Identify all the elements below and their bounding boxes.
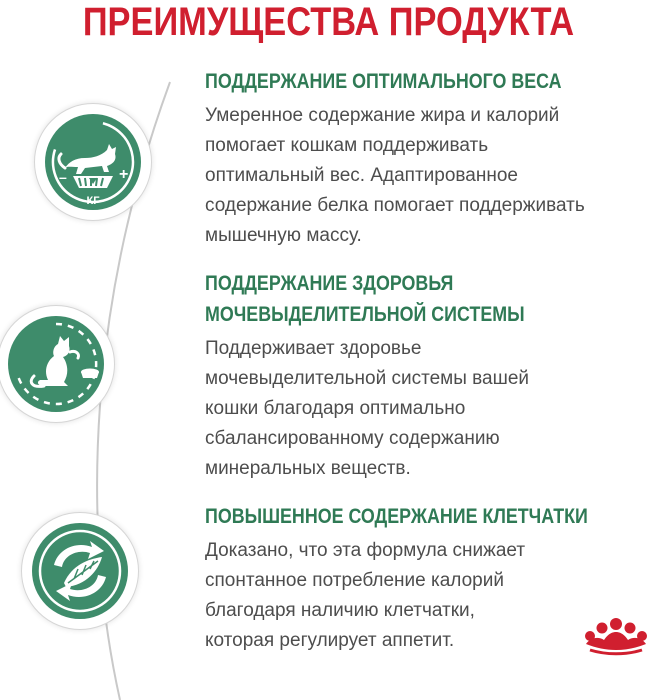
benefit-urinary: [205, 268, 650, 484]
description-line: Умеренное содержание жира и калорий: [205, 105, 560, 126]
description-line: минеральных веществ.: [205, 458, 411, 479]
description-line: спонтанное потребление калорий: [205, 570, 504, 591]
benefit-heading: ПОДДЕРЖАНИЕ ОПТИМАЛЬНОГО ВЕСА: [205, 70, 562, 93]
royal-canin-crown-logo: [580, 614, 652, 662]
benefit-heading: ПОВЫШЕННОЕ СОДЕРЖАНИЕ КЛЕТЧАТКИ: [205, 505, 588, 528]
benefit-description: [205, 101, 650, 251]
description-line: благодаря наличию клетчатки,: [205, 600, 475, 621]
description-line: оптимальный вес. Адаптированное: [205, 165, 518, 186]
description-line: содержание белка помогает поддерживать: [205, 195, 585, 216]
description-line: мочевыделительной системы вашей: [205, 368, 530, 389]
description-line: Доказано, что эта формула снижает: [205, 540, 526, 561]
benefit-description: [205, 334, 650, 484]
cat-weight-scale-icon: [34, 103, 152, 221]
description-line: мышечную массу.: [205, 225, 362, 246]
description-line: помогает кошкам поддерживать: [205, 135, 489, 156]
benefit-weight: [205, 66, 650, 251]
kg-label: КГ: [86, 195, 100, 207]
cat-bowl-icon: [0, 305, 115, 423]
fiber-cycle-icon: [21, 512, 139, 630]
benefit-heading: ПОДДЕРЖАНИЕ ЗДОРОВЬЯ: [205, 272, 454, 295]
page-title: ПРЕИМУЩЕСТВА ПРОДУКТА: [82, 0, 575, 44]
description-line: Поддерживает здоровье: [205, 338, 422, 359]
benefit-heading: МОЧЕВЫДЕЛИТЕЛЬНОЙ СИСТЕМЫ: [205, 303, 525, 326]
description-line: которая регулирует аппетит.: [205, 630, 455, 651]
description-line: кошки благодаря оптимально: [205, 398, 466, 419]
minus-label: –: [59, 169, 67, 185]
description-line: сбалансированному содержанию: [205, 428, 500, 449]
plus-label: +: [119, 166, 129, 183]
